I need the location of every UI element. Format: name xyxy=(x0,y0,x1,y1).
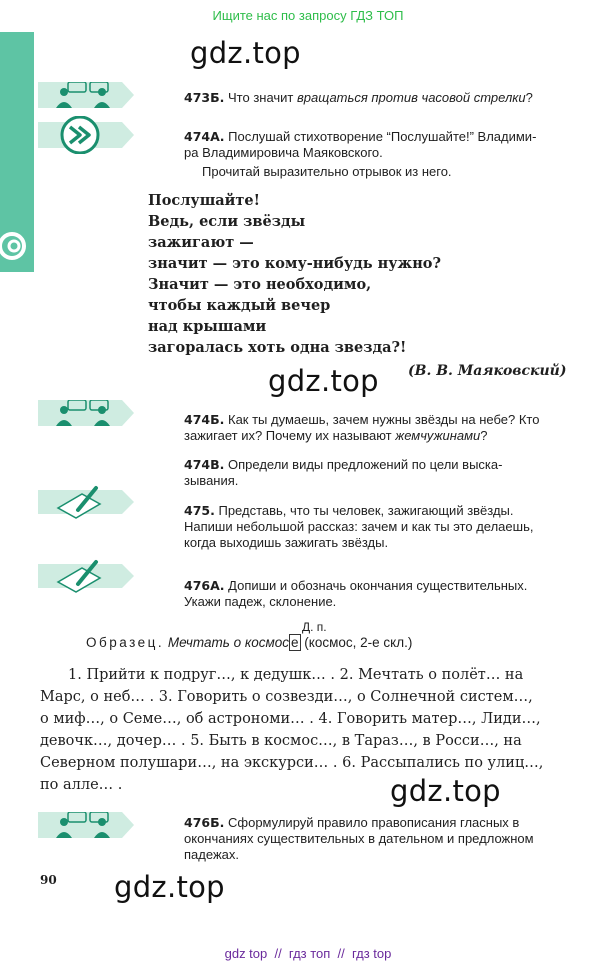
task-number: 476А. xyxy=(184,578,225,593)
exercise-line: девочк…, дочер… . 5. Быть в космос…, в Тараз…, в Росси…, на xyxy=(40,733,522,749)
poem-line: загоралась хоть одна звезда?! xyxy=(148,339,407,356)
poem-line: значит — это кому-нибудь нужно? xyxy=(148,255,441,272)
task-476a: 476А. Допиши и обозначь окончания существительных. Укажи падеж, склонение. xyxy=(184,578,528,609)
task-474v: 474В. Определи виды предложений по цели выска- зывания. xyxy=(184,457,503,488)
page-number: 90 xyxy=(40,873,57,887)
exercise-line: 1. Прийти к подруг…, к дедушк… . 2. Мечтать о полёт… на xyxy=(68,667,524,683)
swirl-icon xyxy=(0,222,34,266)
writing-icon xyxy=(38,484,134,520)
poem-line: Значит — это необходимо, xyxy=(148,276,372,293)
poem-line: Ведь, если звёзды xyxy=(148,213,306,230)
poem-author: (В. В. Маяковский) xyxy=(408,363,567,379)
watermark: gdz.top xyxy=(390,774,501,808)
watermark: gdz.top xyxy=(190,36,301,70)
poem-line: над крышами xyxy=(148,318,267,335)
task-number: 475. xyxy=(184,503,215,518)
sample-label: Образец. xyxy=(86,635,165,650)
task-number: 474В. xyxy=(184,457,225,472)
sample-line: Образец. Мечтать о космос е (космос, 2-е скл.) xyxy=(86,635,413,650)
watermark: gdz.top xyxy=(268,364,379,398)
task-475: 475. Представь, что ты человек, зажигающий звёзды. Напиши небольшой рассказ: зачем и как ты это делаешь, когда выходишь зажигать звёзды. xyxy=(184,503,534,550)
exercise-line: о миф…, о Семе…, об астрономи… . 4. Говорить матер…, Лиди…, xyxy=(40,711,541,727)
discussion-icon xyxy=(38,400,134,426)
bottom-banner: gdz top // гдз топ // гдз top xyxy=(224,946,392,961)
task-number: 476Б. xyxy=(184,815,225,830)
listen-icon xyxy=(38,116,134,154)
discussion-icon xyxy=(38,82,134,108)
exercise-line: Северном полушари…, на экскурси… . 6. Рассыпались по улиц…, xyxy=(40,755,544,771)
watermark: gdz.top xyxy=(114,870,225,904)
poem-line: Послушайте! xyxy=(148,192,261,209)
exercise-line: Марс, о неб… . 3. Говорить о созвезди…, о Солнечной систем…, xyxy=(40,689,533,705)
writing-icon xyxy=(38,558,134,594)
task-474a: 474А. Послушай стихотворение “Послушайте!” Владими- ра Владимировича Маяковского. Прочитай выразительно отрывок из него. xyxy=(184,129,537,179)
task-number: 474А. xyxy=(184,129,225,144)
task-number: 474Б. xyxy=(184,412,225,427)
poem-line: зажигают — xyxy=(148,234,254,251)
sample-phrase: Мечтать о космос xyxy=(167,635,289,650)
task-474b: 474Б. Как ты думаешь, зачем нужны звёзды на небе? Кто зажигает их? Почему их называют жемчужинами? xyxy=(184,412,540,443)
poem xyxy=(148,190,441,358)
poem-line: чтобы каждый вечер xyxy=(148,297,331,314)
exercise-line: по алле… . xyxy=(40,777,123,793)
case-note: Д. п. xyxy=(302,620,327,634)
boxed-ending: е xyxy=(291,635,299,650)
top-banner: Ищите нас по запросу ГДЗ ТОП xyxy=(212,8,404,23)
discussion-icon xyxy=(38,812,134,838)
task-476b: 476Б. Сформулируй правило правописания гласных в окончаниях существительных в дательном и предложном падежах. xyxy=(184,815,534,862)
task-number: 473Б. xyxy=(184,90,225,105)
exercise-text xyxy=(40,664,570,796)
task-473b: 473Б. Что значит вращаться против часовой стрелки? xyxy=(184,90,533,105)
